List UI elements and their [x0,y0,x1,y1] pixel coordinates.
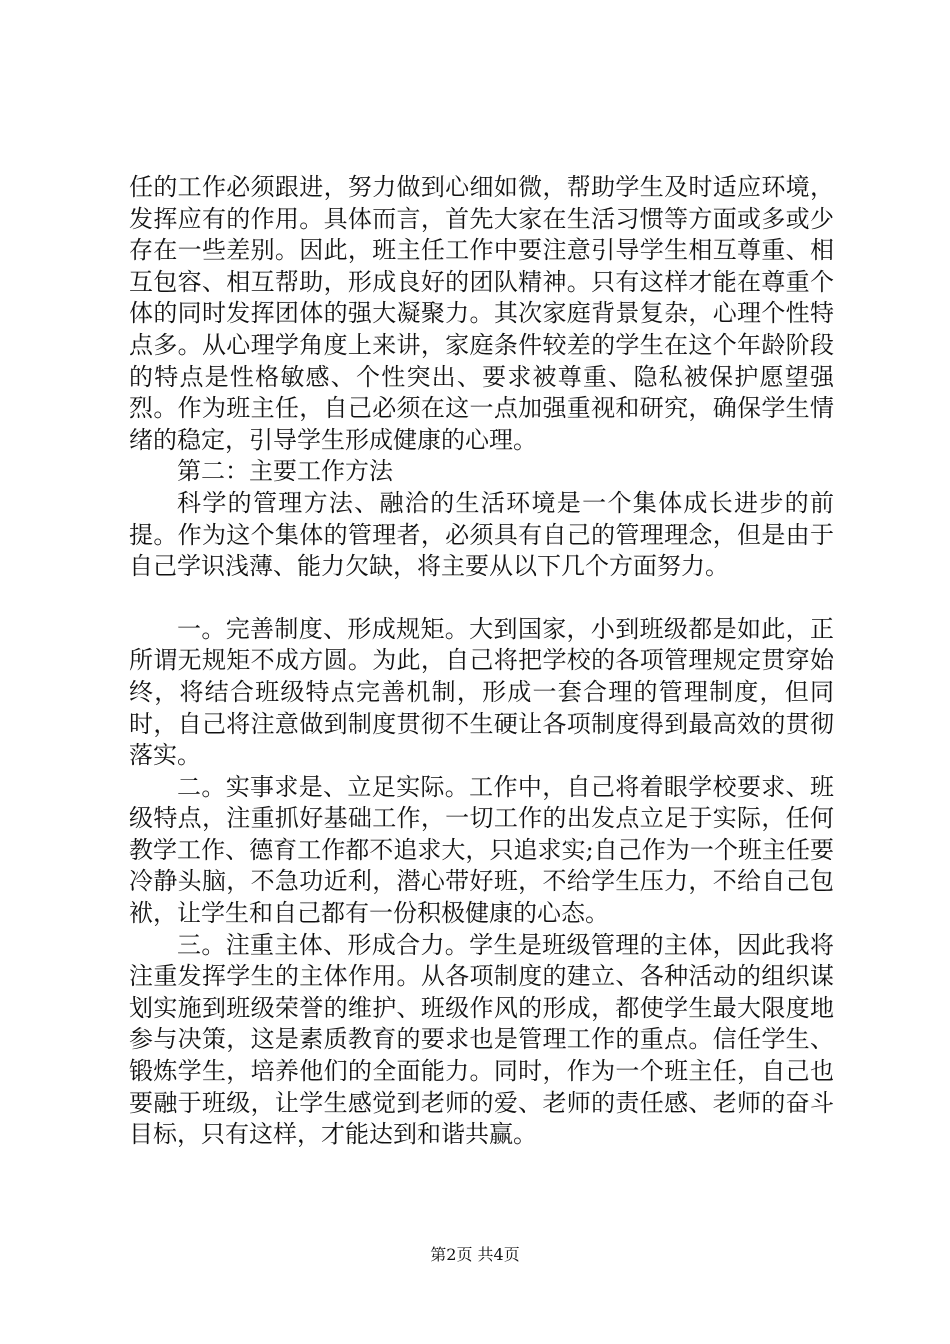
paragraph-point-2: 二。实事求是、立足实际。工作中，自己将着眼学校要求、班级特点，注重抓好基础工作，一切工作的出发点立足于实际，任何教学工作、德育工作都不追求大，只追求实;自己作为一个班主任要冷静头脑，不急功近利，潜心带好班，不给学生压力，不给自己包袱，让学生和自己都有一份积极健康的心态。 [129,772,834,928]
paragraph-continuation: 任的工作必须跟进，努力做到心细如微，帮助学生及时适应环境，发挥应有的作用。具体而言，首先大家在生活习惯等方面或多或少存在一些差别。因此，班主任工作中要注意引导学生相互尊重、相互包容、相互帮助，形成良好的团队精神。只有这样才能在尊重个体的同时发挥团体的强大凝聚力。其次家庭背景复杂，心理个性特点多。从心理学角度上来讲，家庭条件较差的学生在这个年龄阶段的特点是性格敏感、个性突出、要求被尊重、隐私被保护愿望强烈。作为班主任，自己必须在这一点加强重视和研究，确保学生情绪的稳定，引导学生形成健康的心理。 [129,173,834,454]
paragraph-point-1: 一。完善制度、形成规矩。大到国家，小到班级都是如此，正所谓无规矩不成方圆。为此，自己将把学校的各项管理规定贯穿始终，将结合班级特点完善机制，形成一套合理的管理制度，但同时，自己将注意做到制度贯彻不生硬让各项制度得到最高效的贯彻落实。 [129,614,834,770]
document-body [129,172,834,1151]
paragraph-intro: 科学的管理方法、融洽的生活环境是一个集体成长进步的前提。作为这个集体的管理者，必须具有自己的管理理念，但是由于自己学识浅薄、能力欠缺，将主要从以下几个方面努力。 [129,488,834,581]
paragraph-spacer [129,583,834,614]
section-heading: 第二：主要工作方法 [177,457,393,486]
paragraph-point-3: 三。注重主体、形成合力。学生是班级管理的主体，因此我将注重发挥学生的主体作用。从各项制度的建立、各种活动的组织谋划实施到班级荣誉的维护、班级作风的形成，都使学生最大限度地参与决策，这是素质教育的要求也是管理工作的重点。信任学生、锻炼学生，培养他们的全面能力。同时，作为一个班主任，自己也要融于班级，让学生感觉到老师的爱、老师的责任感、老师的奋斗目标，只有这样，才能达到和谐共赢。 [129,930,834,1149]
page-footer: 第2页 共4页 [430,1245,520,1264]
